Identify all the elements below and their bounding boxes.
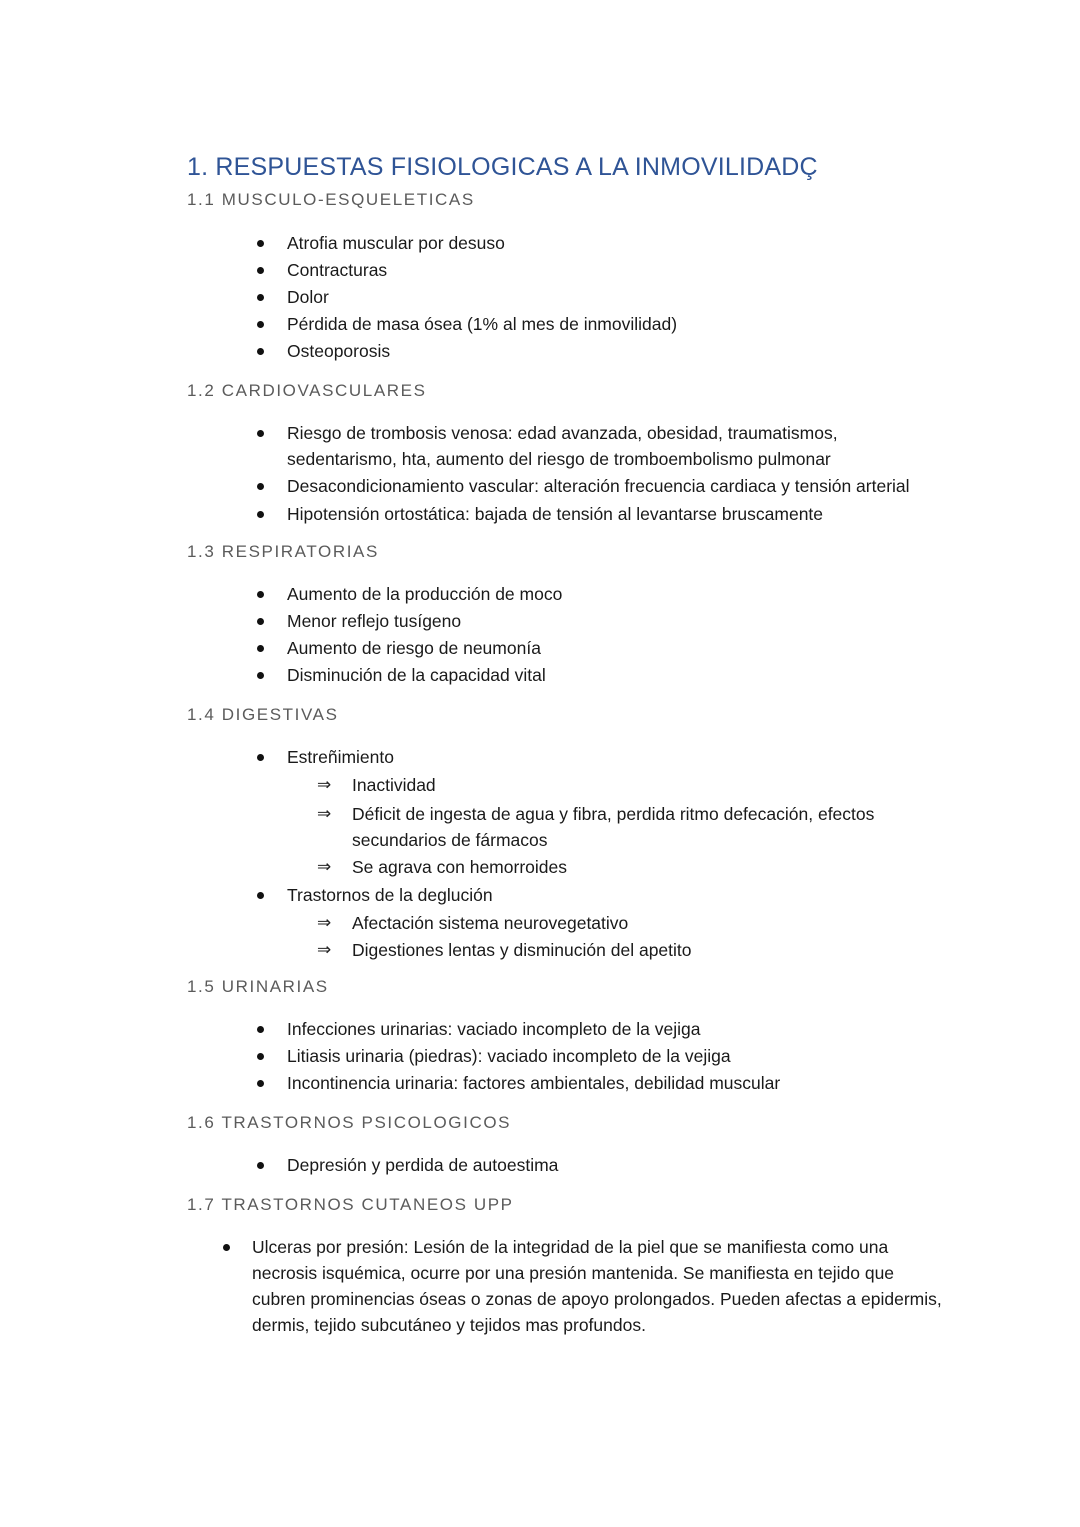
double-arrow-right-icon: ⇒ [317, 857, 332, 877]
list-item [187, 311, 947, 337]
bullet-icon [257, 672, 264, 679]
list-item [187, 473, 947, 499]
bullet-icon [257, 348, 264, 355]
sub-list-item [287, 772, 947, 798]
bullet-icon [257, 1053, 264, 1060]
sub-list-item-text: Se agrava con hemorroides [352, 857, 567, 877]
list-item-text: Depresión y perdida de autoestima [287, 1155, 559, 1175]
list-item-text: Trastornos de la deglución [287, 885, 493, 905]
list-item-text: Menor reflejo tusígeno [287, 611, 462, 631]
sub-list-item [287, 910, 947, 936]
sub-list-item-text: Inactividad [352, 775, 436, 795]
list-item [187, 744, 947, 880]
list-item [187, 635, 947, 661]
section-list-digestivas [187, 744, 947, 963]
list-item-text: Ulceras por presión: Lesión de la integridad de la piel que se manifiesta como una necrosis isquémica, ocurre por una presión mantenida. Se manifiesta en tejido que cubren prominencias óseas o zonas de apoyo prolongados. Pueden afectas a epidermis, dermis, tejido subcutáneo y tejidos mas profundos. [252, 1237, 942, 1335]
double-arrow-right-icon: ⇒ [317, 804, 332, 824]
list-item [187, 882, 947, 963]
list-item [187, 230, 947, 256]
list-item [187, 662, 947, 688]
list-item-text: Infecciones urinarias: vaciado incompleto de la vejiga [287, 1019, 701, 1039]
bullet-icon [257, 483, 264, 490]
double-arrow-right-icon: ⇒ [317, 940, 332, 960]
sub-list-item-text: Déficit de ingesta de agua y fibra, perdida ritmo defecación, efectos secundarios de fármacos [352, 804, 875, 850]
section-heading-urinarias: 1.5 URINARIAS [187, 977, 329, 996]
section-heading-musculo-esqueleticas: 1.1 MUSCULO-ESQUELETICAS [187, 190, 475, 209]
bullet-icon [257, 618, 264, 625]
section-list-trastornos-psicologicos [187, 1152, 947, 1178]
list-item [187, 581, 947, 607]
bullet-icon [257, 430, 264, 437]
list-item-text: Disminución de la capacidad vital [287, 665, 546, 685]
document-title: 1. RESPUESTAS FISIOLOGICAS A LA INMOVILIDADÇ [187, 153, 818, 181]
list-item [187, 257, 947, 283]
list-item-text: Pérdida de masa ósea (1% al mes de inmovilidad) [287, 314, 678, 334]
list-item [187, 338, 947, 364]
section-list-cardiovasculares [187, 420, 947, 527]
list-item [187, 1016, 947, 1042]
list-item-text: Riesgo de trombosis venosa: edad avanzada, obesidad, traumatismos, sedentarismo, hta, aumento del riesgo de tromboembolismo pulmonar [287, 423, 838, 469]
list-item-text: Aumento de riesgo de neumonía [287, 638, 541, 658]
sub-list [287, 910, 947, 963]
bullet-icon [257, 321, 264, 328]
sub-list-item [287, 801, 947, 853]
bullet-icon [257, 892, 264, 899]
section-list-urinarias [187, 1016, 947, 1096]
section-heading-trastornos-psicologicos: 1.6 TRASTORNOS PSICOLOGICOS [187, 1113, 512, 1132]
list-item-text: Dolor [287, 287, 329, 307]
bullet-icon [257, 1162, 264, 1169]
list-item [187, 284, 947, 310]
sub-list [287, 772, 947, 880]
section-heading-trastornos-cutaneos-upp: 1.7 TRASTORNOS CUTANEOS UPP [187, 1195, 514, 1214]
section-list-musculo-esqueleticas [187, 230, 947, 364]
sub-list-item [287, 937, 947, 963]
section-list-respiratorias [187, 581, 947, 688]
list-item [187, 608, 947, 634]
list-item-text: Aumento de la producción de moco [287, 584, 563, 604]
list-item-text: Contracturas [287, 260, 388, 280]
list-item [187, 1152, 947, 1178]
bullet-icon [257, 1080, 264, 1087]
list-item-text: Desacondicionamiento vascular: alteración frecuencia cardiaca y tensión arterial [287, 476, 910, 496]
bullet-icon [257, 294, 264, 301]
list-item [187, 1070, 947, 1096]
bullet-icon [257, 754, 264, 761]
list-item-text: Atrofia muscular por desuso [287, 233, 505, 253]
bullet-icon [257, 511, 264, 518]
list-item [187, 1234, 947, 1338]
bullet-icon [257, 645, 264, 652]
bullet-icon [257, 1026, 264, 1033]
list-item-text: Estreñimiento [287, 747, 394, 767]
bullet-icon [257, 267, 264, 274]
sub-list-item-text: Afectación sistema neurovegetativo [352, 913, 629, 933]
list-item-text: Osteoporosis [287, 341, 391, 361]
list-item [187, 420, 947, 472]
double-arrow-right-icon: ⇒ [317, 913, 332, 933]
section-heading-digestivas: 1.4 DIGESTIVAS [187, 705, 339, 724]
bullet-icon [257, 591, 264, 598]
sub-list-item [287, 854, 947, 880]
bullet-icon [223, 1244, 230, 1251]
list-item-text: Incontinencia urinaria: factores ambientales, debilidad muscular [287, 1073, 781, 1093]
section-heading-respiratorias: 1.3 RESPIRATORIAS [187, 542, 379, 561]
section-list-trastornos-cutaneos-upp [187, 1234, 947, 1338]
double-arrow-right-icon: ⇒ [317, 775, 332, 795]
document-content [187, 150, 947, 1338]
list-item [187, 501, 947, 527]
bullet-icon [257, 240, 264, 247]
section-heading-cardiovasculares: 1.2 CARDIOVASCULARES [187, 381, 427, 400]
list-item-text: Hipotensión ortostática: bajada de tensión al levantarse bruscamente [287, 504, 824, 524]
sub-list-item-text: Digestiones lentas y disminución del apetito [352, 940, 692, 960]
list-item-text: Litiasis urinaria (piedras): vaciado incompleto de la vejiga [287, 1046, 731, 1066]
list-item [187, 1043, 947, 1069]
